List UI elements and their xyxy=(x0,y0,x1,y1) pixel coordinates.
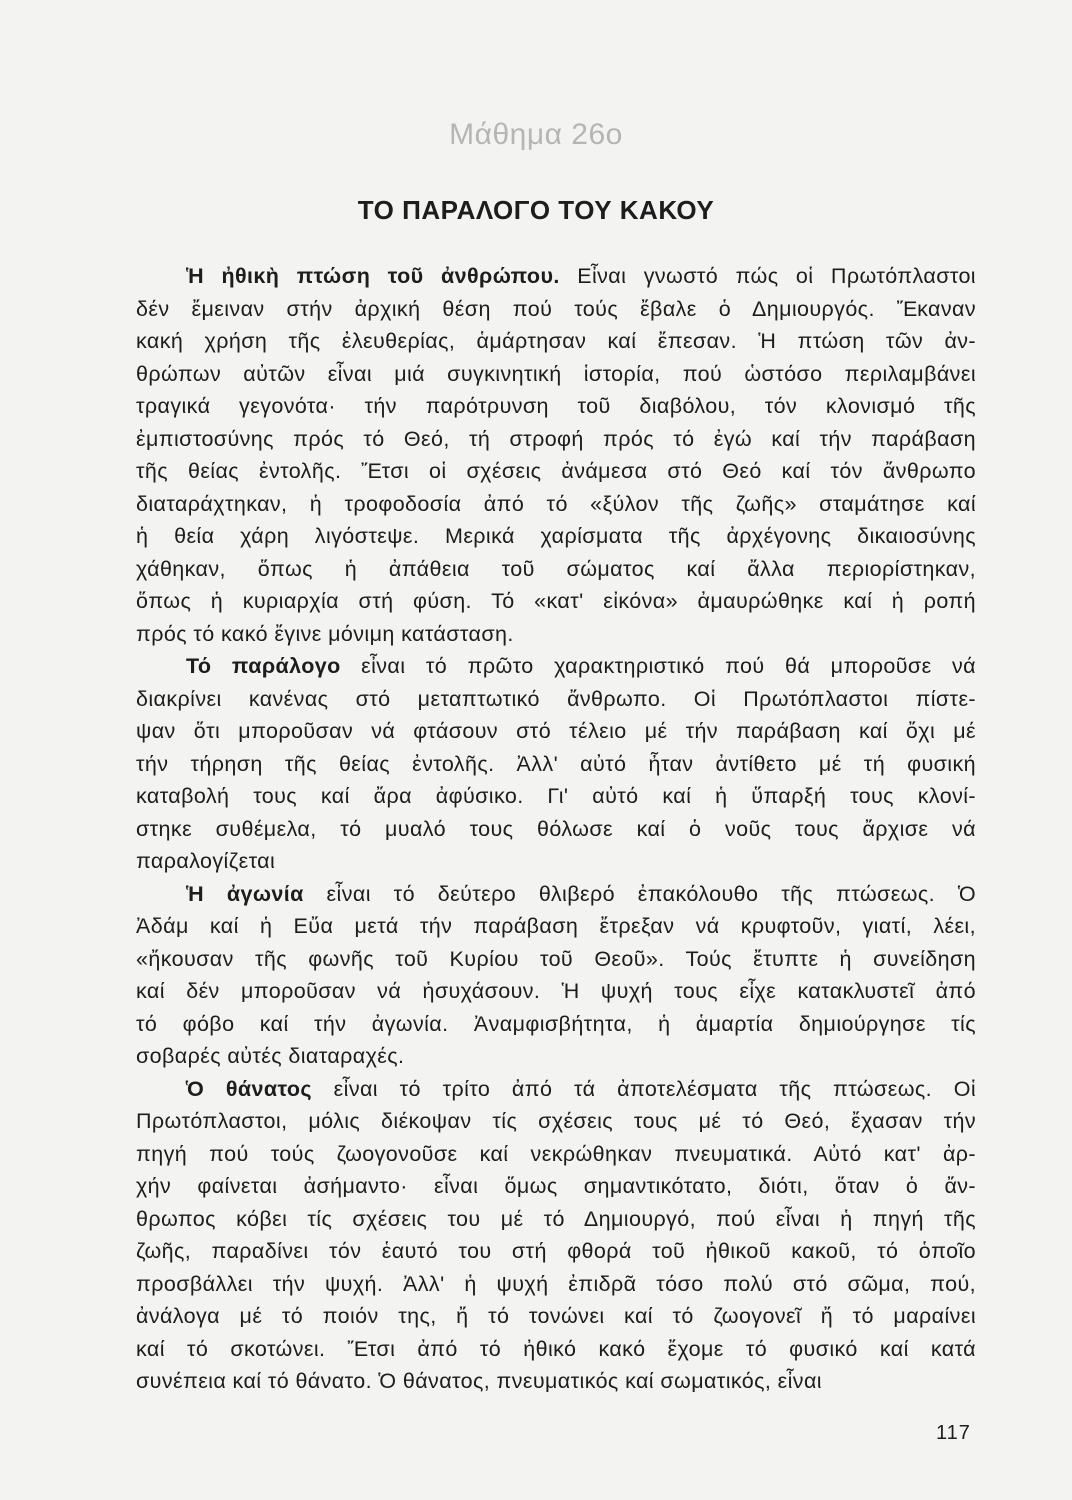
text-line xyxy=(136,423,976,456)
line-text: ἀνάλογα μέ τό ποιόν της, ἤ τό τονώνει καί τό ζωογονεῖ ἤ τό μαραίνει xyxy=(136,1304,976,1328)
text-line xyxy=(136,488,976,521)
line-text: θρώπων αὐτῶν εἶναι μιά συγκινητική ἱστορία, πού ὡστόσο περιλαμβάνει xyxy=(136,361,976,386)
line-text: ψαν ὅτι μποροῦσαν νά φτάσουν στό τέλειο μέ τήν παράβαση καί ὄχι μέ xyxy=(136,719,976,743)
text-line xyxy=(136,1040,976,1073)
text-line xyxy=(136,1300,976,1333)
line-text: Ἀδάμ καί ἡ Εὔα μετά τήν παράβαση ἔτρεξαν νά κρυφτοῦν, γιατί, λέει, xyxy=(136,914,976,938)
text-line xyxy=(136,1008,976,1041)
text-line xyxy=(136,1203,976,1236)
line-text: στηκε συθέμελα, τό μυαλό τους θόλωσε καί ὁ νοῦς τους ἄρχισε νά xyxy=(136,816,976,841)
lesson-label: Μάθημα 26ο xyxy=(449,118,623,151)
paragraph xyxy=(136,878,976,1073)
body-text xyxy=(136,260,976,1398)
text-line xyxy=(136,878,976,911)
text-line xyxy=(136,780,976,813)
line-text: χάθηκαν, ὅπως ἡ ἀπάθεια τοῦ σώματος καί ἄλλα περιορίστηκαν, xyxy=(136,556,976,581)
text-line xyxy=(136,748,976,781)
text-line xyxy=(136,1170,976,1203)
line-text: ζωῆς, παραδίνει τόν ἑαυτό του στή φθορά τοῦ ἠθικοῦ κακοῦ, τό ὁποῖο xyxy=(136,1239,976,1263)
text-line xyxy=(136,1073,976,1106)
line-text: πρός τό κακό ἔγινε μόνιμη κατάσταση. xyxy=(136,621,514,646)
paragraph-heading: Τό παράλογο xyxy=(186,654,341,678)
text-line xyxy=(136,293,976,326)
line-text: καί τό σκοτώνει. Ἔτσι ἀπό τό ἠθικό κακό ἔχομε τό φυσικό καί κατά xyxy=(136,1336,976,1361)
line-text: σοβαρές αὐτές διαταραχές. xyxy=(136,1044,405,1068)
text-line xyxy=(136,585,976,618)
text-line xyxy=(136,1105,976,1138)
line-text: τῆς θείας ἐντολῆς. Ἔτσι οἱ σχέσεις ἀνάμεσα στό Θεό καί τόν ἄνθρωπο xyxy=(136,459,976,483)
text-line xyxy=(136,1365,976,1398)
text-line xyxy=(136,618,976,651)
text-line xyxy=(136,975,976,1008)
text-line xyxy=(136,553,976,586)
line-text: τήν τήρηση τῆς θείας ἐντολῆς. Ἀλλ' αὐτό ἦταν ἀντίθετο μέ τή φυσική xyxy=(136,751,976,776)
text-line xyxy=(136,650,976,683)
paragraph xyxy=(136,650,976,878)
text-line xyxy=(136,520,976,553)
line-text: τό φόβο καί τήν ἀγωνία. Ἀναμφισβήτητα, ἡ ἁμαρτία δημιούργησε τίς xyxy=(136,1011,976,1036)
line-text: ὅπως ἡ κυριαρχία στή φύση. Τό «κατ' εἰκόνα» ἀμαυρώθηκε καί ἡ ροπή xyxy=(136,589,976,613)
text-line xyxy=(136,260,976,293)
text-line xyxy=(136,358,976,391)
paragraph xyxy=(136,1073,976,1398)
page-number: 117 xyxy=(936,1422,971,1444)
paragraph-heading: Ὁ θάνατος xyxy=(186,1076,312,1101)
line-text: εἶναι τό τρίτο ἀπό τά ἀποτελέσματα τῆς πτώσεως. Οἱ xyxy=(311,1076,976,1101)
line-text: δέν ἔμειναν στήν ἀρχική θέση πού τούς ἔβαλε ὁ Δημιουργός. Ἔκαναν xyxy=(136,296,976,321)
paragraph-heading: Ἡ ἠθικὴ πτώση τοῦ ἀνθρώπου. xyxy=(186,264,560,288)
line-text: θρωπος κόβει τίς σχέσεις του μέ τό Δημιουργό, πού εἶναι ἡ πηγή τῆς xyxy=(136,1206,976,1231)
line-text: ἐμπιστοσύνης πρός τό Θεό, τή στροφή πρός τό ἐγώ καί τήν παράβαση xyxy=(136,426,976,451)
chapter-title: ΤΟ ΠΑΡΑΛΟΓΟ ΤΟΥ ΚΑΚΟΥ xyxy=(357,195,715,225)
line-text: «ἤκουσαν τῆς φωνῆς τοῦ Κυρίου τοῦ Θεοῦ». Τούς ἔτυπτε ἡ συνείδηση xyxy=(136,946,976,971)
line-text: διαταράχτηκαν, ἡ τροφοδοσία ἀπό τό «ξύλον τῆς ζωῆς» σταμάτησε καί xyxy=(136,491,976,516)
line-text: ἡ θεία χάρη λιγόστεψε. Μερικά χαρίσματα τῆς ἀρχέγονης δικαιοσύνης xyxy=(136,524,976,548)
text-line xyxy=(136,845,976,878)
line-text: διακρίνει κανένας στό μεταπτωτικό ἄνθρωπο. Οἱ Πρωτόπλαστοι πίστε- xyxy=(136,686,976,711)
line-text: προσβάλλει τήν ψυχή. Ἀλλ' ἡ ψυχή ἐπιδρᾶ τόσο πολύ στό σῶμα, πού, xyxy=(136,1271,976,1296)
text-line xyxy=(136,455,976,488)
line-text: συνέπεια καί τό θάνατο. Ὁ θάνατος, πνευματικός καί σωματικός, εἶναι xyxy=(136,1369,822,1393)
line-text: Πρωτόπλαστοι, μόλις διέκοψαν τίς σχέσεις τους μέ τό Θεό, ἔχασαν τήν xyxy=(136,1109,976,1133)
text-line xyxy=(136,715,976,748)
text-line xyxy=(136,390,976,423)
line-text: καί δέν μποροῦσαν νά ἡσυχάσουν. Ἡ ψυχή τους εἶχε κατακλυστεῖ ἀπό xyxy=(136,979,976,1003)
line-text: Εἶναι γνωστό πώς οἱ Πρωτόπλαστοι xyxy=(559,264,976,288)
text-line xyxy=(136,683,976,716)
text-line xyxy=(136,943,976,976)
line-text: καταβολή τους καί ἄρα ἀφύσικο. Γι' αὐτό καί ἡ ὕπαρξή τους κλονί- xyxy=(136,784,976,808)
text-line xyxy=(136,1235,976,1268)
line-text: εἶναι τό δεύτερο θλιβερό ἐπακόλουθο τῆς πτώσεως. Ὁ xyxy=(303,881,976,906)
line-text: πηγή πού τούς ζωογονοῦσε καί νεκρώθηκαν πνευματικά. Αὐτό κατ' ἀρ- xyxy=(136,1141,976,1166)
line-text: εἶναι τό πρῶτο χαρακτηριστικό πού θά μποροῦσε νά xyxy=(340,654,977,678)
text-line xyxy=(136,1333,976,1366)
text-line xyxy=(136,1138,976,1171)
line-text: παραλογίζεται xyxy=(136,849,276,873)
text-line xyxy=(136,910,976,943)
text-line xyxy=(136,1268,976,1301)
paragraph xyxy=(136,260,976,650)
line-text: κακή χρήση τῆς ἐλευθερίας, ἁμάρτησαν καί ἔπεσαν. Ἡ πτώση τῶν ἀν- xyxy=(136,329,976,353)
line-text: τραγικά γεγονότα· τήν παρότρυνση τοῦ διαβόλου, τόν κλονισμό τῆς xyxy=(136,394,976,418)
text-line xyxy=(136,813,976,846)
paragraph-heading: Ἡ ἀγωνία xyxy=(186,881,304,906)
line-text: χήν φαίνεται ἀσήμαντο· εἶναι ὅμως σημαντικότατο, διότι, ὅταν ὁ ἄν- xyxy=(136,1174,976,1198)
text-line xyxy=(136,325,976,358)
